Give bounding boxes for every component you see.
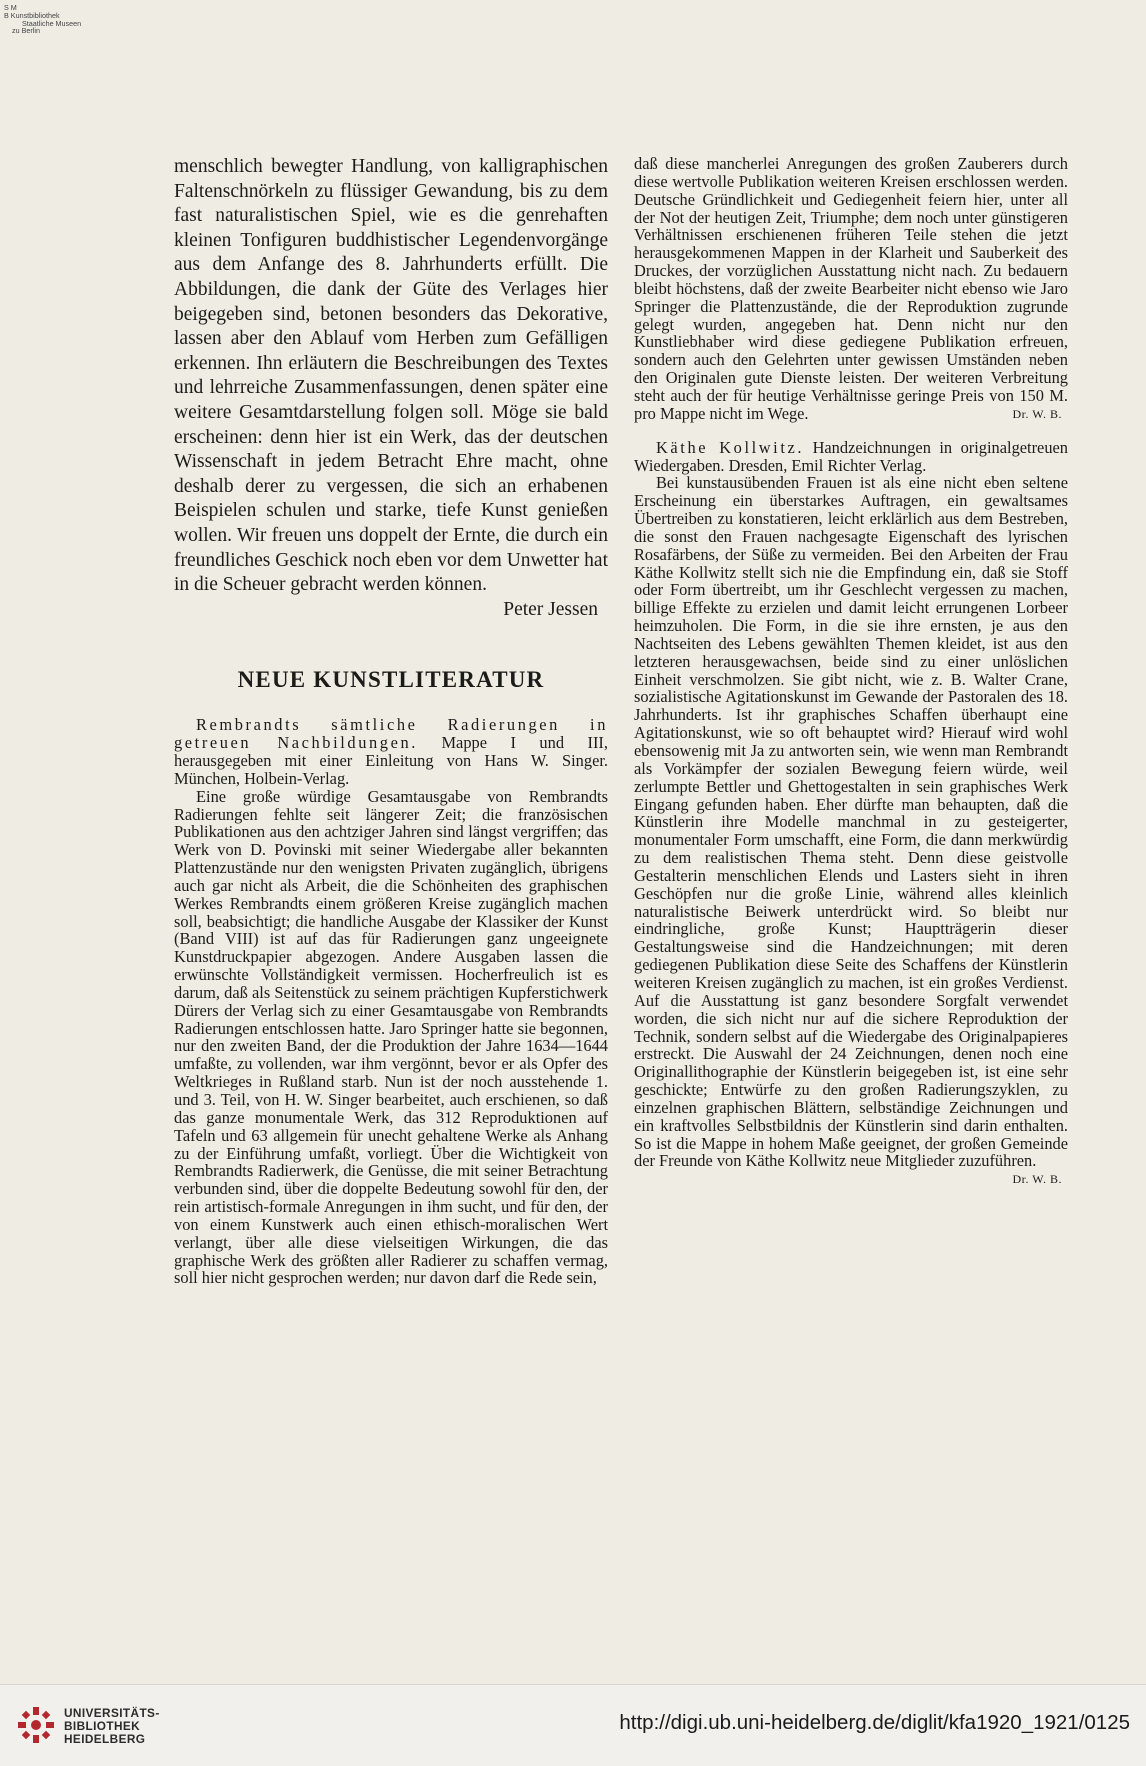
article-signature: Peter Jessen: [503, 598, 598, 620]
review-rembrandt-signature: Dr. W. B.: [1012, 406, 1062, 421]
stamp-line: zu Berlin: [12, 26, 40, 36]
review-kollwitz-signature: Dr. W. B.: [1012, 1172, 1062, 1187]
stamp-line: B Kunstbibliothek: [4, 10, 60, 20]
article-continuation: menschlich bewegter Handlung, von kalligraphischen Faltenschnörkeln zu flüssiger Gewandung, bis zu dem fast naturalistischen Spiel, wie es die genrehaften kleinen Tonfiguren buddhistischer Legendenvorgänge aus dem Anfange des 8. Jahrhunderts erfüllt. Die Abbildungen, die dank der Güte des Verlages hier beigegeben sind, betonen besonders das Dekorative, lassen aber den Ablauf vom Herben zum Gefälligen erkennen. Ihn erläutern die Beschreibungen des Textes und lehrreiche Zusammenfassungen, denen später eine weitere Gesamtdarstellung folgen soll. Möge sie bald erscheinen: denn hier ist ein Werk, das der deutschen Wissenschaft in jedem Betracht Ehre macht, ohne deshalb derer zu vergessen, die sich an erhabenen Beispielen schulen und starke, tiefe Kunst genießen wollen. Wir freuen uns doppelt der Ernte, die durch ein freundliches Geschick noch eben vor dem Unwetter hat in die Scheuer gebracht werden können.: [174, 156, 608, 596]
review-kollwitz-body: [634, 473, 1068, 1187]
review-kollwitz-header: [634, 439, 1068, 475]
review-kollwitz-details: Handzeichnungen in originalgetreuen Wiedergaben. Dresden, Emil Richter Verlag.: [634, 437, 1068, 475]
review-kollwitz-title: Käthe Kollwitz.: [656, 437, 805, 457]
review-kollwitz-body-text: Bei kunstausübenden Frauen ist als eine nicht eben seltene Erscheinung ein überstarkes Auftragen, ein gewaltsames Übertreiben zu konstatieren, leicht erklärlich aus dem Bestreben, die sonst den Frauen nachgesagte Eigenschaft des lyrischen Rosafärbens, der Süße zu vermeiden. Bei den Arbeiten der Frau Käthe Kollwitz stellt sich nie die Empfindung ein, daß sie Stoff oder Form übertreibt, um ihr Geschlecht vergessen zu machen, billige Effekte zu erzielen und damit leicht errungenen Lorbeer heimzuholen. Die Form, in die sie ihre ernsten, je aus den Nachtseiten des Lebens gewählten Themen kleidet, ist aus den letzteren herausgewachsen, beide sind zu einer unlöslichen Einheit verschmolzen. Sie gibt nicht, wie z. B. Walter Crane, sozialistische Agitationskunst im Gewande der Pastoralen des 18. Jahrhunderts. Ist ihr graphisches Schaffen überhaupt eine Agitationskunst, wie so oft behauptet wird? Hierauf wird wohl ebensowenig mit Ja zu antworten sein, wie wenn man Rembrandt als Vorkämpfer der sozialen Bewegung feiern würde, weil zerlumpte Bettler und Ghettogestalten in sein graphisches Werk Eingang gefunden haben. Eher dürfte man behaupten, daß die Künstlerin ihre Modelle manchmal in zu gesteigerter, monumentaler Form umschafft, eine Form, die dann merkwürdig zu dem realistischen Thema steht. Denn diese geistvolle Gestalterin menschlichen Elends und Lasters sieht in ihren Geschöpfen nur die große Linie, während alles kleinlich naturalistische Beiwerk unterdrückt wird. So bleibt nur eindringliche, große Kunst; Hauptträgerin dieser Gestaltungsweise sind die Handzeichnungen; mit deren gediegenen Publikation diese Seite des Schaffens der Künstlerin weiteren Kreisen zugänglich zu machen, ist ein großes Verdienst. Auf die Ausstattung ist ganz besondere Sorgfalt verwendet worden, die sich nicht nur auf die sichere Reproduktion der Technik, sondern selbst auf die Wiedergabe des Originalpapieres erstreckt. Die Auswahl der 24 Zeichnungen, denen noch eine Originallithographie der Künstlerin beigegeben ist, ist eine sehr geschickte; Entwürfe zu den großen Radierungszyklen, zu einzelnen graphischen Blättern, selbständige Zeichnungen und ein kraftvolles Selbstbildnis der Künstlerin sind darin enthalten. So ist die Mappe in hohem Maße geeignet, der großen Gemeinde der Freunde von Käthe Kollwitz neue Mitglieder zuzuführen.: [634, 473, 1068, 1171]
viewer-footer: [0, 1684, 1146, 1766]
heidelberg-library-logo-icon[interactable]: [16, 1705, 56, 1745]
library-name-line: BIBLIOTHEK: [64, 1719, 141, 1733]
right-column: [634, 155, 1068, 1189]
library-name: [64, 1707, 160, 1746]
review-rembrandt-details: Mappe I und III, herausgegeben mit einer Einleitung von Hans W. Singer. München, Holbein-Verlag.: [174, 733, 608, 788]
review-rembrandt-title: Rembrandts sämtliche Radierungen in getreuen Nachbildungen.: [174, 715, 608, 753]
review-rembrandt-header: [174, 716, 608, 787]
review-rembrandt-continuation-text: daß diese mancherlei Anregungen des großen Zauberers durch diese wertvolle Publikation weiteren Kreisen erschlossen werden. Deutsche Gründlichkeit und Gediegenheit feiern hier, unter all der Not der heutigen Zeit, Triumphe; dem noch unter günstigeren Verhältnissen erschienenen früheren Teile stehen die jetzt herausgekommenen Mappen in der Klarheit und Sauberkeit des Druckes, der vorzüglichen Ausstattung nicht nach. Zu bedauern bleibt höchstens, daß der zweite Bearbeiter nicht ebenso wie Jaro Springer die Plattenzustände, die der Reproduktion zugrunde gelegt wurden, angegeben hat. Denn nicht nur den Kunstliebhaber wird diese gediegene Publikation erfreuen, sondern auch den Gelehrten unter gewissen Umständen neben den Originalen gute Dienste leisten. Der weiteren Verbreitung steht auch der für heutige Verhältnisse geringe Preis von 150 M. pro Mappe nicht im Wege.: [634, 154, 1068, 423]
review-rembrandt-continuation: [634, 155, 1068, 423]
library-name-line: UNIVERSITÄTS-: [64, 1706, 160, 1720]
library-stamp: [4, 4, 81, 35]
left-column: [174, 155, 608, 1287]
document-url-link[interactable]: http://digi.ub.uni-heidelberg.de/diglit/kfa1920_1921/0125: [619, 1711, 1130, 1734]
review-rembrandt-body: Eine große würdige Gesamtausgabe von Rembrandts Radierungen fehlte seit längerer Zeit; die französischen Publikationen aus den achtziger Jahren sind längst vergriffen; das Werk von D. Povinski mit seiner Wiedergabe aller bekannten Plattenzustände nur den wenigsten Privaten zugänglich, übrigens auch gar nicht als Arbeit, die die Schönheiten des graphischen Werkes Rembrandts einem größeren Kreise zugänglich machen soll, beabsichtigt; die handliche Ausgabe der Klassiker der Kunst (Band VIII) ist auf das für Radierungen ganz ungeeignete Kunstdruckpapier abgezogen. Andere Ausgaben lassen die erwünschte Vollständigkeit vermissen. Hocherfreulich ist es darum, daß als Seitenstück zu seinem prächtigen Kupferstichwerk Dürers der Verlag sich zu einer Gesamtausgabe von Rembrandts Radierungen entschlossen hatte. Jaro Springer hatte sie begonnen, nur den zweiten Band, der die Produktion der Jahre 1634—1644 umfaßte, zu vollenden, war ihm vergönnt, bevor er als Opfer des Weltkrieges in Rußland starb. Nun ist der noch ausstehende 1. und 3. Teil, von H. W. Singer bearbeitet, auch erschienen, so daß das ganze monumentale Werk, das 312 Reproduktionen auf Tafeln und 63 allgemein für unecht gehaltene Werke als Anhang zu der Einführung umfaßt, vorliegt. Über die Wichtigkeit von Rembrandts Radierwerk, die Genüsse, die mit seiner Betrachtung verbunden sind, über die doppelte Bedeutung sowohl für den, der rein artistisch-formale Anregungen in ihm sucht, und für den, der von einem Kunstwerk auch einen ethisch-moralischen Wert verlangt, über alle diese vielseitigen Wirkungen, die das graphische Werk des größten aller Radierer zu schaffen vermag, soll hier nicht gesprochen werden; nur davon darf die Rede sein,: [174, 786, 608, 1288]
stamp-line: S M: [4, 3, 17, 12]
section-heading: NEUE KUNSTLITERATUR: [237, 667, 545, 693]
spacer: [634, 423, 1068, 439]
library-name-line: HEIDELBERG: [64, 1732, 146, 1746]
stamp-line: Staatliche Museen: [22, 18, 82, 28]
